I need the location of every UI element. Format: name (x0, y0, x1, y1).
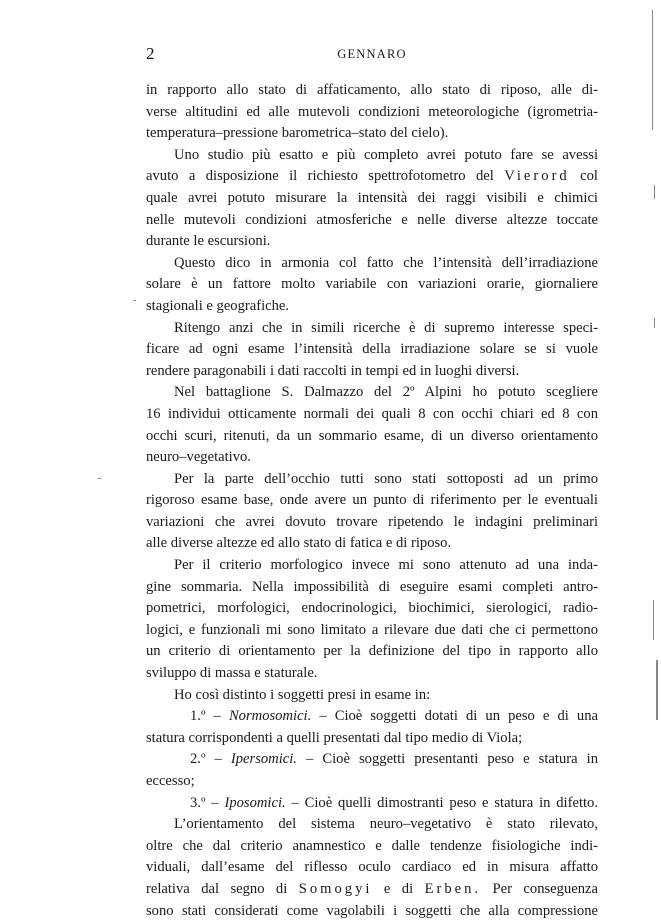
text-line: Nel battaglione S. Dalmazzo del 2º Alpini ho potuto scegliere (174, 384, 598, 401)
text-line: avuto a disposizione il richiesto spettrofotometro del Vierord col (146, 168, 598, 185)
text-line: durante le escursioni. (146, 233, 271, 250)
scan-mark (98, 478, 101, 479)
author-name: Vierord (504, 168, 570, 185)
scan-mark (653, 600, 654, 640)
page-header (146, 44, 598, 66)
text-line: 16 individui otticamente normali dei quali 8 con occhi chiari ed 8 con (146, 405, 598, 422)
text-line: Per il criterio morfologico invece mi sono attenuto ad una inda- (174, 557, 598, 574)
scan-mark (654, 318, 655, 328)
text-line: neuro–vegetativo. (146, 449, 251, 466)
text-line: Per la parte dell’occhio tutti sono stati sottoposti ad un primo (174, 470, 598, 487)
scan-mark (133, 300, 136, 301)
text-line: sono stati considerati come vagolabili i soggetti che alla compressione (146, 902, 598, 919)
text-line: L’orientamento del sistema neuro–vegetativo è stato rilevato, (174, 816, 598, 833)
text-line: oltre che dal criterio anamnestico e dalle tendenze fisiologiche indi- (146, 837, 598, 854)
text-line: statura corrispondenti a quelli presentati dal tipo medio di Viola; (146, 729, 523, 746)
text-line: rigoroso esame base, onde avere un punto di riferimento per le eventuali (146, 492, 598, 509)
text-line: un criterio di orientamento per la definizione del tipo in rapporto allo (146, 643, 598, 660)
text-line: variazioni che avrei dovuto trovare ripetendo le indagini preliminari (146, 513, 598, 530)
author-name: Erben. (424, 880, 482, 897)
text-line: ficare ad ogni esame l’intensità della irradiazione solare se si vuole (146, 341, 598, 358)
text-line: alle diverse altezze ed allo stato di fatica e di riposo. (146, 535, 452, 552)
text-line: sviluppo di massa e staturale. (146, 665, 318, 682)
text-line: quale avrei potuto misurare la intensità dei raggi visibili e chimici (146, 189, 598, 206)
author-name: Somogyi (298, 880, 373, 897)
text-line: in rapporto allo stato di affaticamento, allo stato di riposo, alle di- (146, 82, 598, 98)
text-line: verse altitudini ed alle mutevoli condizioni meteorologiche (igrometria- (146, 103, 598, 120)
text-line: Ritengo anzi che in simili ricerche è di supremo interesse speci- (174, 319, 598, 336)
scan-mark (656, 660, 658, 720)
body-text (146, 80, 598, 922)
text-line: gine sommaria. Nella impossibilità di eseguire esami completi antro- (146, 578, 598, 595)
text-line: viduali, dall’esame del riflesso oculo cardiaco ed in misura affatto (146, 859, 598, 876)
text-line: eccesso; (146, 773, 195, 789)
text-line: nelle mutevoli condizioni atmosferiche e nelle diverse altezze toccate (146, 211, 598, 228)
text-line: rendere paragonabili i dati raccolti in tempi ed in luoghi diversi. (146, 362, 520, 379)
running-head: GENNARO (337, 47, 407, 61)
text-line: occhi scuri, ritenuti, da un sommario esame, di un diverso orientamento (146, 427, 598, 444)
scan-mark (652, 10, 653, 130)
text-line: stagionali e geografiche. (146, 297, 290, 314)
text-line: Uno studio più esatto e più completo avrei potuto fare se avessi (174, 146, 598, 163)
text-line: Ho così distinto i soggetti presi in esame in: (174, 686, 431, 703)
list-item-normosomici: 1.º – Normosomici. – Cioè soggetti dotati di un peso e di una (190, 708, 598, 725)
text-line: pometrici, morfologici, endocrinologici, biochimici, sierologici, radio- (146, 600, 598, 617)
text-line: solare è un fattore molto variabile con variazioni orarie, giornaliere (146, 276, 598, 293)
scan-mark (654, 185, 655, 199)
text-line: logici, e funzionali mi sono limitato a rilevare due dati che ci permettono (146, 621, 598, 638)
list-item-ipersomici: 2.º – Ipersomici. – Cioè soggetti presentanti peso e statura in (190, 751, 598, 768)
text-line: Questo dico in armonia col fatto che l’intensità dell’irradiazione (174, 254, 598, 271)
list-item-iposomici: 3.º – Iposomici. – Cioè quelli dimostranti peso e statura in difetto. (190, 794, 598, 811)
text-line: temperatura–pressione barometrica–stato del cielo). (146, 125, 449, 142)
text-line: relativa dal segno di Somogyi e di Erben. Per conseguenza (146, 880, 598, 897)
page-number: 2 (146, 44, 155, 63)
